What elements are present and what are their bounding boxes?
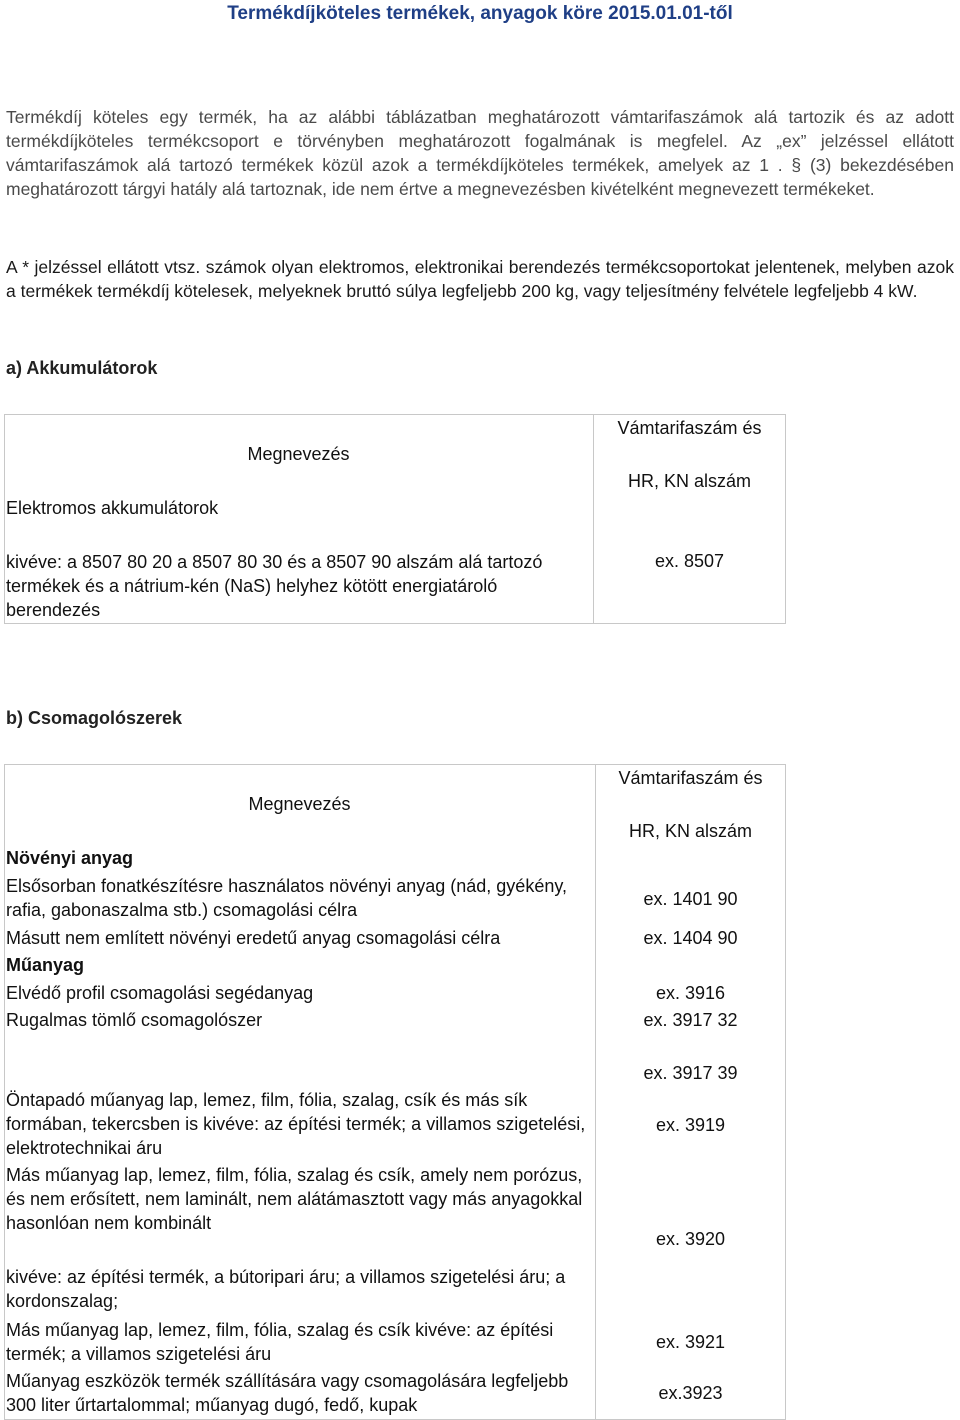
- column-header-code-sub: HR, KN alszám: [628, 821, 753, 841]
- table-row-name: Másutt nem említett növényi eredetű anyag csomagolási célra: [6, 928, 501, 948]
- table-row-name: Elsősorban fonatkészítésre használatos növényi anyag (nád, gyékény, rafia, gabonaszalma stb.) csomagolási célra: [6, 876, 568, 920]
- table-row-code: ex. 3919: [655, 1115, 726, 1135]
- item-exception: kivéve: a 8507 80 20 a 8507 80 30 és a 8507 90 alszám alá tartozó termékek és a nátrium-kén (NaS) helyhez kötött energiatároló berendezés: [6, 552, 543, 620]
- group-heading: Műanyag: [6, 955, 85, 975]
- item-code: ex. 8507: [654, 551, 725, 571]
- table-border: [4, 764, 5, 1420]
- section-b-heading: b) Csomagolószerek: [6, 708, 183, 728]
- table-row-code: ex. 3920: [655, 1229, 726, 1249]
- section-a-heading: a) Akkumulátorok: [6, 358, 158, 378]
- table-row-exception: kivéve: az építési termék, a bútoripari áru; a villamos szigetelési áru; a kordonszalag;: [6, 1267, 566, 1311]
- column-header-name: Megnevezés: [247, 444, 350, 464]
- column-header-code: Vámtarifaszám és: [617, 418, 762, 438]
- table-row-code: ex.3923: [658, 1383, 723, 1403]
- table-border: [785, 764, 786, 1420]
- intro-paragraph: Termékdíj köteles egy termék, ha az alábbi táblázatban meghatározott vámtarifaszámok alá tartozik és az adott termékdíjköteles termékcsoport e törvényben meghatározott fogalmának is megfelel. Az „ex” jelzéssel ellátott vámtarifaszámok alá tartozó termékek közül azok a termékdíjköteles termékek, amelyek az 1 . § (3) bekezdésében meghatározott tárgyi hatály alá tartoznak, ide nem értve a megnevezésben kivételként megnevezett termékeket.: [6, 107, 954, 199]
- table-row-name: Elvédő profil csomagolási segédanyag: [6, 983, 314, 1003]
- table-border: [593, 414, 594, 624]
- table-row-name: Öntapadó műanyag lap, lemez, film, fólia, szalag, csík és más sík formában, tekercsben is kivéve: az építési termék; a villamos szigetelési, elektrotechnikai áru: [6, 1090, 586, 1158]
- page-title: Termékdíjköteles termékek, anyagok köre 2015.01.01-től: [227, 3, 733, 24]
- table-row-name: Műanyag eszközök termék szállítására vagy csomagolására legfeljebb 300 liter űrtartalommal; műanyag dugó, fedő, kupak: [6, 1371, 569, 1415]
- table-border: [595, 764, 596, 1420]
- column-header-name: Megnevezés: [248, 794, 351, 814]
- table-row-code: ex. 1404 90: [643, 928, 738, 948]
- group-heading: Növényi anyag: [6, 848, 134, 868]
- table-row-name: Rugalmas tömlő csomagolószer: [6, 1010, 263, 1030]
- table-row-code: ex. 3916: [655, 983, 726, 1003]
- column-header-code-sub: HR, KN alszám: [627, 471, 752, 491]
- table-row-code: ex. 1401 90: [643, 889, 738, 909]
- table-row-code: ex. 3917 32: [643, 1010, 738, 1030]
- note-paragraph: A * jelzéssel ellátott vtsz. számok olyan elektromos, elektronikai berendezés termékcsoportokat jelentenek, melyben azok a termékek termékdíj kötelesek, melyeknek bruttó súlya legfeljebb 200 kg, vagy teljesítmény felvétele legfeljebb 4 kW.: [6, 257, 954, 301]
- table-border: [4, 764, 786, 765]
- column-header-code: Vámtarifaszám és: [618, 768, 763, 788]
- table-border: [4, 623, 786, 624]
- table-row-name: Más műanyag lap, lemez, film, fólia, szalag és csík, amely nem porózus, és nem erősített, nem laminált, nem alátámasztott vagy más anyagokkal hasonlóan nem kombinált: [6, 1165, 583, 1233]
- table-row-code: ex. 3917 39: [643, 1063, 738, 1083]
- table-border: [4, 414, 786, 415]
- table-row-code: ex. 3921: [655, 1332, 726, 1352]
- table-border: [785, 414, 786, 624]
- table-row-name: Más műanyag lap, lemez, film, fólia, szalag és csík kivéve: az építési termék; a villamos szigetelési áru: [6, 1320, 554, 1364]
- item-name: Elektromos akkumulátorok: [6, 498, 219, 518]
